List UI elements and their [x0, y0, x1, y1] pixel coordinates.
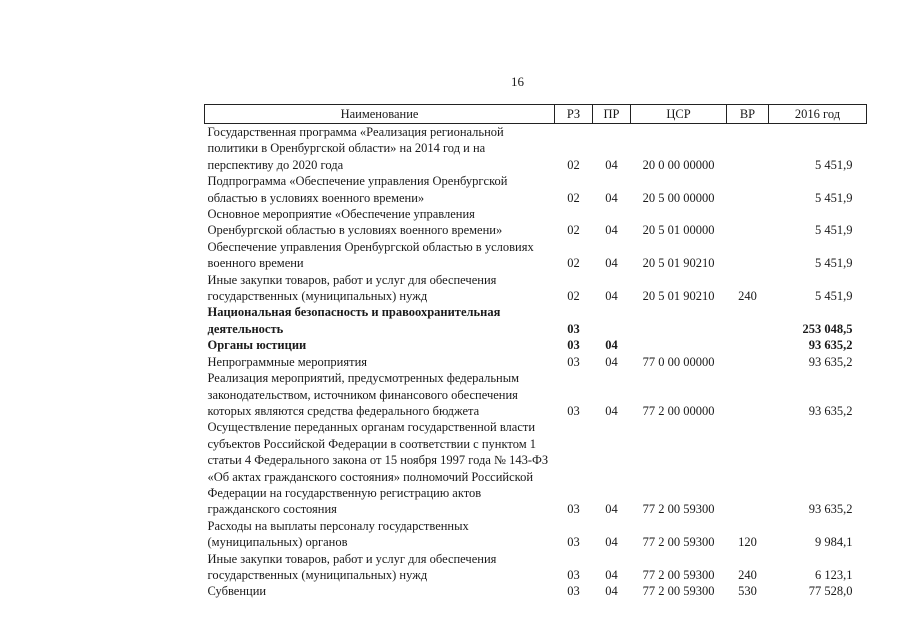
- cell-name: Реализация мероприятий, предусмотренных федеральным законодательством, источником финансового обеспечения которых являются средства федерального бюджета: [207, 371, 520, 418]
- table-row: [205, 173, 867, 206]
- cell-vr: [727, 124, 769, 174]
- table-row: [205, 206, 867, 239]
- cell-pr: 04: [605, 223, 618, 238]
- cell-sum: 5 451,9: [815, 157, 853, 172]
- table-row: [205, 583, 867, 599]
- table-row: [205, 370, 867, 419]
- cell-vr: 240: [738, 289, 757, 304]
- cell-sum: 253 048,5: [802, 321, 853, 336]
- cell-vr: 530: [738, 584, 757, 599]
- cell-rz: 03: [567, 403, 580, 418]
- cell-rz: 03: [567, 567, 580, 582]
- cell-name: Подпрограмма «Обеспечение управления Оренбургской областью в условиях военного времени»: [207, 174, 508, 205]
- cell-sum: 77 528,0: [808, 584, 853, 599]
- table-row: [205, 337, 867, 353]
- cell-csr: 77 2 00 00000: [642, 403, 715, 418]
- page-number: 16: [511, 74, 524, 89]
- cell-rz: 03: [567, 321, 580, 336]
- cell-name: Осуществление переданных органам государственной власти субъектов Российской Федерации в соответствии с пунктом 1 статьи 4 Федерального закона от 15 ноября 1997 года № 143-ФЗ «Об актах гражданского состояния» полномочий Российской Федерации на государственную регистрацию актов гражданского состояния: [207, 420, 549, 517]
- cell-sum: 5 451,9: [815, 256, 853, 271]
- cell-rz: 03: [567, 354, 580, 369]
- table-header: [205, 105, 867, 124]
- cell-pr: 04: [605, 567, 618, 582]
- cell-rz: 03: [567, 502, 580, 517]
- cell-csr: 77 0 00 00000: [642, 354, 715, 369]
- cell-pr: 04: [605, 338, 618, 353]
- cell-vr: [727, 370, 769, 419]
- budget-table: [204, 104, 867, 600]
- table-row: [205, 124, 867, 174]
- cell-sum: 5 451,9: [815, 190, 853, 205]
- cell-sum: 9 984,1: [815, 535, 853, 550]
- cell-pr: 04: [605, 256, 618, 271]
- cell-rz: 03: [567, 338, 580, 353]
- table-row: [205, 518, 867, 551]
- cell-name: Непрограммные мероприятия: [207, 354, 368, 369]
- cell-csr: [631, 337, 727, 353]
- cell-sum: 93 635,2: [808, 403, 853, 418]
- cell-pr: [593, 304, 631, 337]
- cell-name: Обеспечение управления Оренбургской областью в условиях военного времени: [207, 239, 534, 271]
- cell-rz: 02: [567, 289, 580, 304]
- table-body: [205, 124, 867, 600]
- cell-pr: 04: [605, 289, 618, 304]
- cell-csr: 20 5 01 00000: [642, 223, 715, 238]
- header-rz: РЗ: [555, 105, 593, 124]
- header-pr: ПР: [593, 105, 631, 124]
- cell-rz: 02: [567, 256, 580, 271]
- cell-pr: 04: [605, 190, 618, 205]
- cell-rz: 02: [567, 157, 580, 172]
- cell-sum: 5 451,9: [815, 289, 853, 304]
- cell-name: Иные закупки товаров, работ и услуг для обеспечения государственных (муниципальных) нужд: [207, 272, 497, 304]
- cell-name: Иные закупки товаров, работ и услуг для обеспечения государственных (муниципальных) нужд: [207, 551, 497, 582]
- cell-csr: 20 5 00 00000: [642, 190, 715, 205]
- cell-csr: 77 2 00 59300: [642, 502, 715, 517]
- cell-pr: 04: [605, 584, 618, 599]
- header-name: Наименование: [205, 105, 555, 124]
- table-row: [205, 551, 867, 584]
- cell-rz: 03: [567, 535, 580, 550]
- header-csr: ЦСР: [631, 105, 727, 124]
- cell-csr: 20 5 01 90210: [642, 256, 715, 271]
- header-vr: ВР: [727, 105, 769, 124]
- table-row: [205, 354, 867, 370]
- cell-sum: 93 635,2: [808, 354, 853, 369]
- cell-rz: 02: [567, 223, 580, 238]
- cell-vr: [727, 206, 769, 239]
- cell-csr: 77 2 00 59300: [642, 584, 715, 599]
- cell-pr: 04: [605, 354, 618, 369]
- cell-vr: [727, 337, 769, 353]
- table-row: [205, 304, 867, 337]
- cell-vr: [727, 419, 769, 517]
- cell-sum: 5 451,9: [815, 223, 853, 238]
- cell-vr: 240: [738, 567, 757, 582]
- cell-vr: [727, 304, 769, 337]
- table-row: [205, 239, 867, 272]
- cell-pr: 04: [605, 502, 618, 517]
- table-row: [205, 272, 867, 305]
- cell-name: Расходы на выплаты персоналу государственных (муниципальных) органов: [207, 518, 469, 550]
- cell-sum: 6 123,1: [815, 567, 853, 582]
- cell-csr: 20 5 01 90210: [642, 289, 715, 304]
- cell-pr: 04: [605, 157, 618, 172]
- cell-csr: 77 2 00 59300: [642, 567, 715, 582]
- cell-rz: 02: [567, 190, 580, 205]
- cell-name: Государственная программа «Реализация региональной политики в Оренбургской области» на 2014 год и на перспективу до 2020 года: [207, 125, 504, 172]
- header-year: 2016 год: [769, 105, 867, 124]
- table-row: [205, 419, 867, 517]
- cell-name: Национальная безопасность и правоохранительная деятельность: [207, 305, 501, 336]
- cell-vr: [727, 173, 769, 206]
- cell-rz: 03: [567, 584, 580, 599]
- cell-csr: 77 2 00 59300: [642, 535, 715, 550]
- cell-sum: 93 635,2: [808, 502, 853, 517]
- cell-pr: 04: [605, 535, 618, 550]
- cell-vr: [727, 354, 769, 370]
- cell-name: Субвенции: [207, 584, 267, 599]
- cell-name: Органы юстиции: [207, 338, 307, 353]
- cell-vr: 120: [738, 535, 757, 550]
- cell-csr: [631, 304, 727, 337]
- cell-csr: 20 0 00 00000: [642, 157, 715, 172]
- cell-name: Основное мероприятие «Обеспечение управления Оренбургской областью в условиях военного времени»: [207, 207, 503, 238]
- cell-vr: [727, 239, 769, 272]
- cell-pr: 04: [605, 403, 618, 418]
- cell-sum: 93 635,2: [808, 338, 853, 353]
